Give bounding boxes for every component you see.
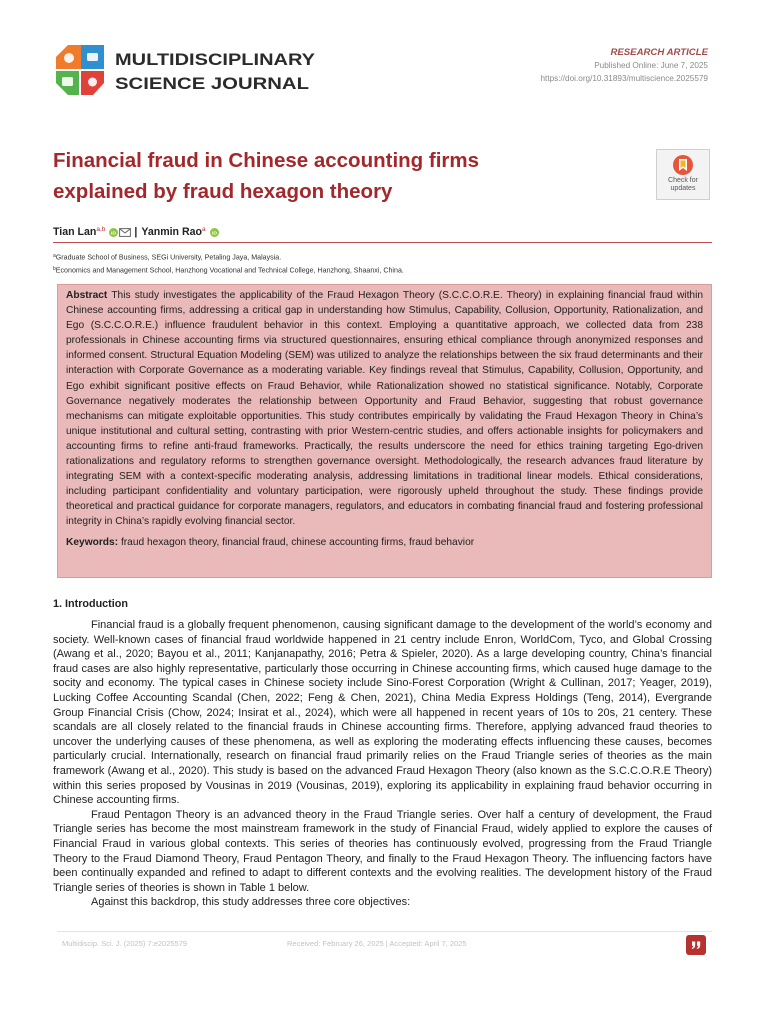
- section-body: [53, 618, 712, 910]
- affiliation-marker: b: [53, 265, 56, 272]
- author-separator: |: [134, 226, 138, 238]
- keywords-paragraph: [66, 535, 703, 550]
- published-date: Published Online: June 7, 2025: [594, 61, 708, 70]
- journal-name-line2: SCIENCE JOURNAL: [115, 74, 309, 93]
- body-paragraph: Against this backdrop, this study addresses three core objectives:: [91, 896, 411, 909]
- affiliation-text: Graduate School of Business, SEGi University, Petaling Jaya, Malaysia.: [55, 253, 282, 262]
- cite-button[interactable]: [686, 935, 706, 955]
- author-name[interactable]: Yanmin Rao: [141, 226, 202, 238]
- title-divider: [53, 242, 712, 243]
- check-for-updates-line2: updates: [670, 184, 696, 192]
- check-for-updates-line1: Check for: [668, 177, 698, 184]
- footer-divider: [57, 931, 712, 932]
- keywords-text: fraud hexagon theory, financial fraud, chinese accounting firms, fraud behavior: [120, 536, 475, 548]
- footer-dates: Received: February 26, 2025 | Accepted: April 7, 2025: [287, 939, 467, 948]
- svg-text:iD: iD: [111, 231, 117, 237]
- check-for-updates-icon: [672, 154, 694, 176]
- title-line-2: explained by fraud hexagon theory: [53, 180, 393, 203]
- affiliation-text: Economics and Management School, Hanzhong Vocational and Technical College, Hanzhong, Shaanxi, China.: [55, 266, 404, 274]
- abstract-label: Abstract: [66, 290, 108, 301]
- article-type: RESEARCH ARTICLE: [610, 47, 708, 58]
- keywords-label: Keywords:: [66, 536, 119, 548]
- email-icon[interactable]: [119, 227, 131, 241]
- doi-link[interactable]: https://doi.org/10.31893/multiscience.2025579: [540, 74, 708, 83]
- journal-name-line1: MULTIDISCIPLINARY: [115, 50, 316, 69]
- affiliations: [53, 251, 712, 276]
- footer-citation: Multidiscip. Sci. J. (2025) 7:e2025579: [62, 939, 188, 948]
- journal-logo-icon: [56, 45, 104, 95]
- article-meta: [540, 46, 708, 85]
- orcid-icon[interactable]: [109, 227, 118, 241]
- title-line-1: Financial fraud in Chinese accounting firms: [53, 149, 480, 172]
- check-for-updates-badge[interactable]: [656, 149, 710, 200]
- author-affiliation-marker: a: [201, 226, 206, 233]
- article-title: [53, 145, 633, 207]
- body-paragraph: Fraud Pentagon Theory is an advanced theory in the Fraud Triangle series. Over half a century of development, the Fraud Triangle series has become the most mainstream framework in the study of Financial Fraud, widely applied to explore the causes of Financial Fraud in various global contexts. This series of theories has continuously evolved, progressing from the Fraud Triangle Theory to the Fraud Diamond Theory, Fraud Pentagon Theory, and finally to the Fraud Hexagon Theory. The influencing factors have been continually expanded and refined to adapt to different contexts and the evolving realities. The development history of the Fraud Triangle series of theories is shown in Table 1 below.: [53, 808, 712, 894]
- abstract-box: [57, 284, 712, 578]
- body-paragraph: Financial fraud is a globally frequent phenomenon, causing significant damage to the development of the world’s economy and society. Well-known cases of financial fraud worldwide happened in 21 centry include Enron, WorldCom, Tyco, and Global Crossing (Awang et al., 2020; Bayou et al., 2011; Kanjanapathy, 2016; Petra & Spieler, 2020). As a large developing country, China’s financial fraud cases are also highly representative, particularly those occurring in Chinese accounting firms, which caused huge damage to the socity and economy. The typical cases in Chinese society include Sino-Forest Corporation (Wright & Cullinan, 2017; Yeager, 2019), Lucking Coffee Accounting Scandal (Chen, 2022; Feng & Chen, 2021), China Media Express Holdings (Teng, 2014), Evergrande Group Financial Crisis (Chow, 2024; Insirat et al., 2024), which were all happened in recent years of 10s to 20s, 21 centery. These scandals are all closely related to the financial frauds in Chinese accounting firms. Therefore, applying advanced fraud theories to uncover the underlying causes of these phenomena, as well as exploring the moderating effects influencing these causes, becomes particularly crucial. Internationally, research on financial fraud primarily relies on the Fraud Triangle series of theories as the main framework (Awang et al., 2020). This study is based on the advanced Fraud Hexagon Theory (also known as the S.C.C.O.R.E Theory) within this series proposed by Vousinas in 2019 (Vousinas, 2019), exploring its applicability in explaining fraud behavior occurring in Chinese accounting firms.: [53, 619, 712, 807]
- svg-text:iD: iD: [211, 231, 217, 237]
- journal-logo: [53, 44, 318, 96]
- affiliation-marker: a: [53, 253, 56, 259]
- affiliation-item: [53, 264, 712, 277]
- quote-icon: [686, 935, 706, 955]
- section-heading: 1. Introduction: [53, 598, 128, 610]
- abstract-paragraph: [66, 288, 703, 530]
- author-name[interactable]: Tian Lan: [53, 226, 97, 238]
- author-list: [53, 223, 219, 241]
- orcid-icon[interactable]: [210, 227, 219, 241]
- affiliation-item: [53, 251, 712, 264]
- author-affiliation-marker: a,b: [96, 226, 106, 233]
- abstract-text: This study investigates the applicability of the Fraud Hexagon Theory (S.C.C.O.R.E. Theory) in explaining financial fraud within Chinese accounting firms, addressing a critical gap in understanding how Stimulus, Capability, Collusion, Opportunity, Rationalization, and Ego (S.C.C.O.R.E.) influence fraudulent behavior in this context. Employing a quantitative approach, we collected data from 238 professionals in Chinese accounting firms via structured questionnaires, ensuring ethical compliance through anonymized responses and informed consent. Structural Equation Modeling (SEM) was utilized to analyze the relationships between the six fraud determinants and their interaction with Corporate Governance as a moderating variable. Key findings reveal that Stimulus, Capability, Collusion, Opportunity, and Ego exhibit significant positive effects on Fraud Behavior, while Rationalization showed no statistical significance. Notably, Corporate Governance negatively moderates the relationship between Opportunity and Fraud Behavior, suggesting that robust governance mechanisms can mitigate exploitable opportunities. This study contributes empirically by validating the Fraud Hexagon Theory in China’s unique institutional and cultural setting, contrasting with prior Western-centric studies, and offers actionable insights for policymakers and accounting firms to refine anti-fraud frameworks. Practically, the results underscore the need for ethics training targeting Ego-driven rationalizations and regulatory reforms to strengthen governance oversight. Methodologically, the research advances fraud literature by integrating SEM with a context-specific moderating analysis, addressing limitations in traditional linear models. Ethical considerations, including participant confidentiality and voluntary participation, were rigorously upheld throughout the study. These findings provide theoretical and practical guidance for corporate managers, regulators, and educators in combating financial fraud and fostering professional integrity in China’s rapidly evolving financial sector.: [66, 290, 703, 528]
